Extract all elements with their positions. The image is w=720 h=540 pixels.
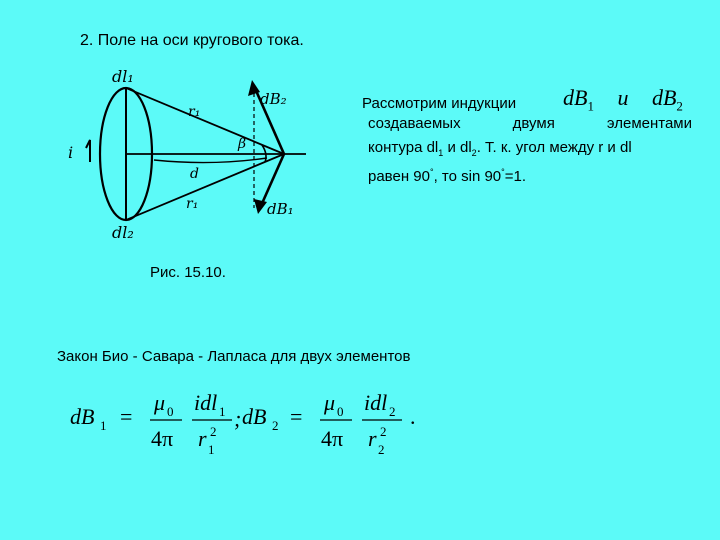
label-dl1: dl₁ [112,67,134,86]
f-db2-sub: 2 [272,418,279,433]
line3-part-a: равен 90 [368,168,430,185]
line2-part-b: и dl [443,139,472,156]
f-eq2: = [290,404,303,429]
f-period: . [410,404,416,429]
f-db2: dB [242,404,267,429]
line2-sub1: 1 [438,148,444,158]
db1-subscript: 1 [587,98,594,114]
label-db1: dB₁ [267,200,294,218]
label-dl2: dl₂ [112,223,134,242]
label-beta: β [238,136,247,152]
f-r1-sq: 2 [210,424,217,439]
d-brace [154,158,267,163]
f-4pi-1: 4π [151,426,174,451]
line3-deg1: ° [429,167,434,177]
f-4pi-2: 4π [321,426,344,451]
f-eq1: = [120,404,133,429]
figure-caption: Рис. 15.10. [150,264,226,281]
f-r1: r [198,426,207,451]
db1-arrowhead [254,199,267,214]
text-line-1: создаваемых двумя элементами [368,115,692,132]
line2-part-c: . Т. к. угол между r и dl [476,139,632,156]
f-r2: r [368,426,377,451]
line2-sub2: 2 [471,148,477,158]
f-db1-sub: 1 [100,418,107,433]
f-mu2: μ [324,390,336,415]
f-r2-sq: 2 [380,424,387,439]
conjunction: и [617,85,629,110]
db1-symbol: dB [563,85,588,110]
circular-current-figure [62,58,322,248]
f-r2-sub: 2 [378,442,385,457]
f-db1: dB [70,404,95,429]
line3-deg2: ° [501,167,505,177]
current-arrow [86,140,90,162]
label-db2: dB₂ [260,90,287,108]
biot-savart-formula [70,384,430,464]
text-line-3 [368,160,692,189]
f-idl2: idl [364,390,388,415]
f-mu2-sub: 0 [337,404,344,419]
line3-part-b: , то sin 90 [433,168,502,185]
db-header-formula [563,85,683,114]
f-mu1: μ [154,390,166,415]
db2-subscript: 2 [676,98,683,114]
label-current: i [68,143,74,162]
slide-title: 2. Поле на оси кругового тока. [80,32,304,49]
label-r1-top: r₁ [188,104,201,120]
f-mu1-sub: 0 [167,404,174,419]
label-r1-bottom: r₁ [186,196,199,212]
f-separator: ; [234,406,242,431]
line2-part-a: контура dl [368,139,439,156]
line3-part-c: =1. [504,168,527,185]
f-r1-sub: 1 [208,442,215,457]
f-idl1-sub: 1 [219,404,226,419]
f-idl1: idl [194,390,218,415]
db2-symbol: dB [651,85,677,110]
label-d: d [190,166,199,182]
biot-savart-law-title: Закон Био - Савара - Лапласа для двух элементов [57,348,411,365]
intro-text: Рассмотрим индукции [362,95,517,112]
f-idl2-sub: 2 [389,404,396,419]
